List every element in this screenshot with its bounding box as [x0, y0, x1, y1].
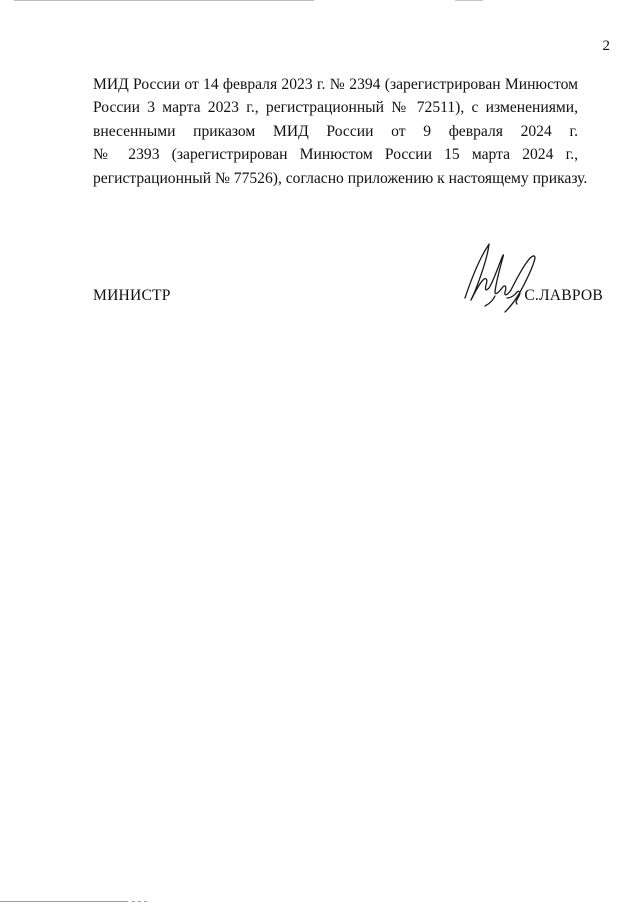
- body-line-3: внесенными приказом МИД России от 9 февраля 2024 г.: [93, 122, 578, 140]
- signature-block: [93, 282, 603, 322]
- body-line-1: МИД России от 14 февраля 2023 г. № 2394 (зарегистрирован Минюстом: [93, 76, 578, 93]
- signer-title: МИНИСТР: [93, 287, 171, 304]
- scan-edge-bottom-dots: [132, 901, 148, 902]
- signer-name: С.ЛАВРОВ: [524, 287, 603, 304]
- body-line-5: регистрационный № 77526), согласно приложению к настоящему приказу.: [93, 169, 588, 187]
- scan-edge-top-right: [455, 0, 483, 1]
- body-line-2: России 3 марта 2023 г., регистрационный № 72511), с изменениями,: [93, 99, 578, 117]
- document-body: [93, 73, 588, 190]
- scan-edge-top-left: [14, 0, 314, 1]
- body-line-4: № 2393 (зарегистрирован Минюстом России 15 марта 2024 г.,: [93, 146, 578, 164]
- scan-edge-bottom: [0, 901, 128, 902]
- page-number: 2: [602, 38, 610, 54]
